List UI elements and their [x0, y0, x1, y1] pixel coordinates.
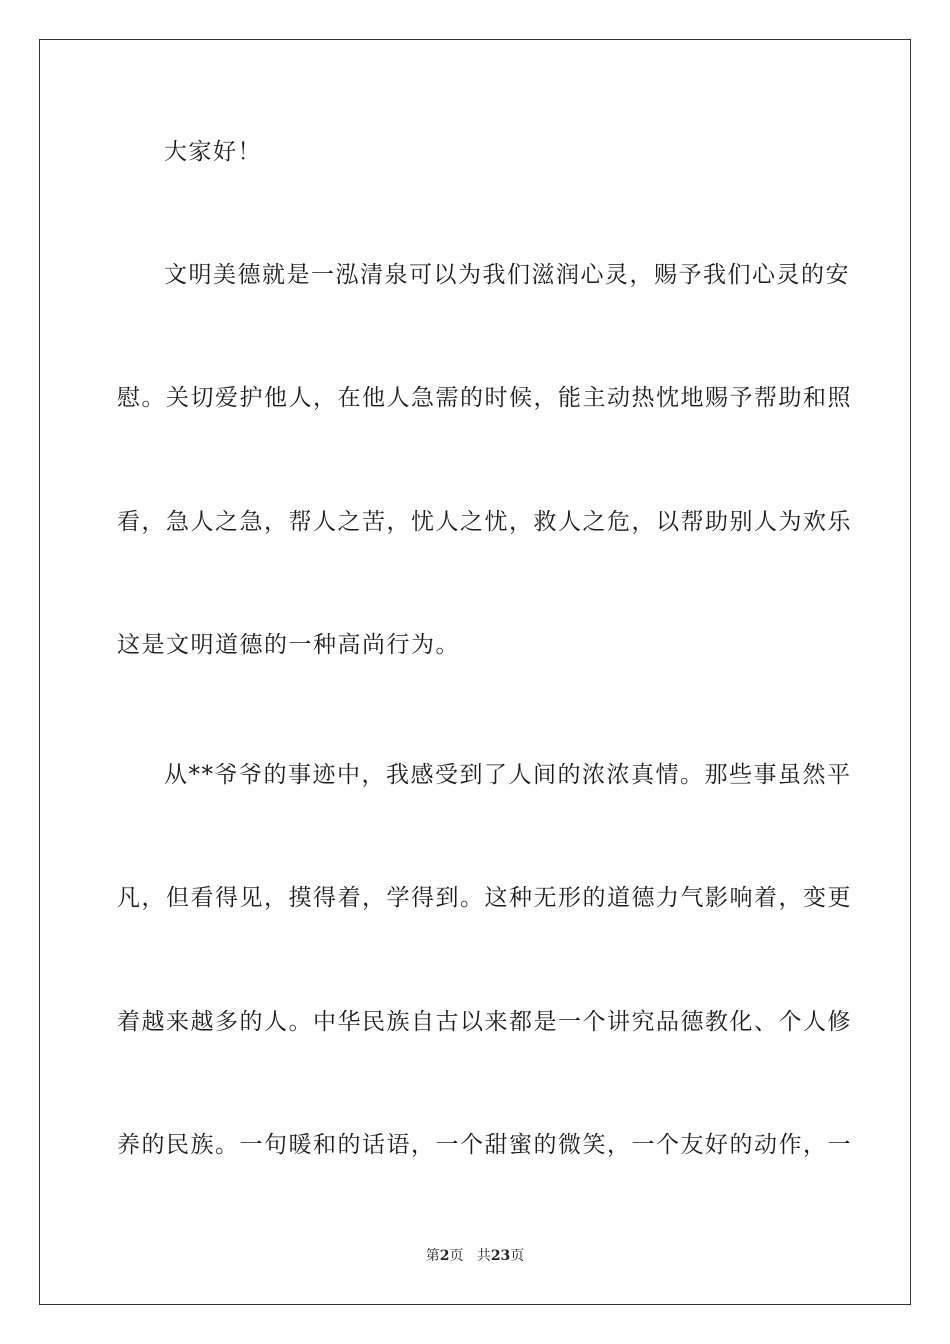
paragraph-1-line-3: 看，急人之急，帮人之苦，忧人之忧，救人之危，以帮助别人为欢乐 — [117, 509, 852, 535]
total-pages: 23 — [490, 1248, 511, 1264]
paragraph-2-line-3: 着越来越多的人。中华民族自古以来都是一个讲究品德教化、个人修 — [117, 1009, 852, 1035]
page-footer — [0, 1246, 950, 1266]
paragraph-2-line-4: 养的民族。一句暖和的话语，一个甜蜜的微笑，一个友好的动作，一 — [117, 1132, 852, 1158]
total-suffix: 页 — [510, 1248, 525, 1264]
paragraph-2-line-1: 从**爷爷的事迹中，我感受到了人间的浓浓真情。那些事虽然平 — [164, 762, 852, 788]
page-suffix: 页 — [449, 1248, 464, 1264]
page-prefix: 第 — [425, 1248, 440, 1264]
total-prefix: 共 — [476, 1248, 491, 1264]
paragraph-1-line-4: 这是文明道德的一种高尚行为。 — [117, 632, 460, 658]
greeting-line: 大家好！ — [164, 139, 262, 165]
paragraph-2-line-2: 凡，但看得见，摸得着，学得到。这种无形的道德力气影响着，变更 — [117, 885, 852, 911]
page-border — [39, 39, 911, 1305]
page-number: 2 — [439, 1248, 450, 1264]
paragraph-1-line-1: 文明美德就是一泓清泉可以为我们滋润心灵，赐予我们心灵的安 — [164, 262, 850, 288]
paragraph-1-line-2: 慰。关切爱护他人，在他人急需的时候，能主动热忱地赐予帮助和照 — [117, 385, 852, 411]
